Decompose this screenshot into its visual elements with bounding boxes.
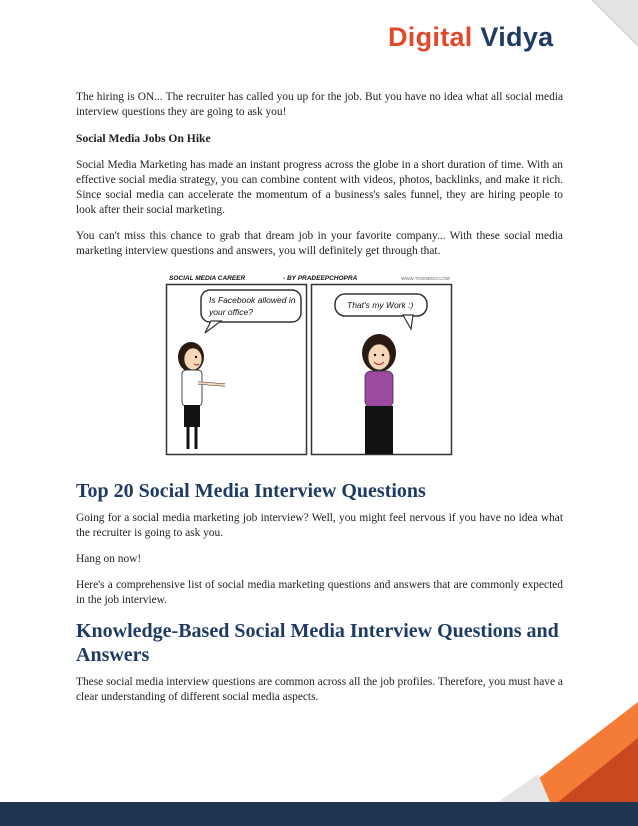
section-heading-top-20: Top 20 Social Media Interview Questions [76, 480, 426, 502]
comic-panel-left [167, 285, 307, 455]
document-body [76, 90, 563, 716]
comic-strip-image [165, 271, 454, 457]
comic-header-site: WWW.TOONDOO.COM [401, 276, 450, 281]
comic-bubble-answer: That's my Work :) [347, 300, 414, 310]
comic-bubble-question-line1: Is Facebook allowed in [209, 295, 296, 305]
intro-paragraph-2: Social Media Marketing has made an instant progress across the globe in a short duration of time. With an effective social media strategy, you can combine content with videos, photos, backlinks, and make it rich. Since social media can accelerate the momentum of a business's sales funnel, they are hiring people to look after their social marketing. [76, 159, 563, 216]
comic-character-responder [362, 334, 396, 454]
intro-subheading: Social Media Jobs On Hike [76, 132, 211, 145]
digital-vidya-logo [388, 22, 553, 53]
intro-paragraph-3: You can't miss this chance to grab that dream job in your favorite company... With these social media marketing interview questions and answers, you will definitely get through that. [76, 230, 563, 257]
section1-paragraph-2: Hang on now! [76, 553, 142, 565]
comic-header-title: SOCIAL MEDIA CAREER [169, 275, 246, 282]
comic-panel-right [312, 285, 452, 455]
intro-paragraph-1: The hiring is ON... The recruiter has called you up for the job. But you have no idea what all social media interview questions they are going to ask you! [76, 91, 563, 118]
footer-band [0, 802, 638, 826]
section2-paragraph-1: These social media interview questions are common across all the job profiles. Therefore, you must have a clear understanding of different social media aspects. [76, 676, 563, 703]
page-corner-fold-decoration [592, 0, 638, 46]
footer-orange-decoration [498, 702, 638, 802]
comic-header-author: - BY PRADEEPCHOPRA [283, 275, 358, 282]
section-heading-knowledge-based: Knowledge-Based Social Media Interview Questions and Answers [76, 620, 559, 666]
section1-paragraph-1: Going for a social media marketing job interview? Well, you might feel nervous if you have no idea what the recruiter is going to ask you. [76, 512, 563, 539]
logo-text-digital: Digital [388, 22, 473, 52]
section1-paragraph-3: Here's a comprehensive list of social media marketing questions and answers that are commonly expected in the job interview. [76, 579, 563, 606]
comic-bubble-question-line2: your office? [209, 307, 253, 317]
logo-text-vidya: Vidya [480, 22, 554, 52]
